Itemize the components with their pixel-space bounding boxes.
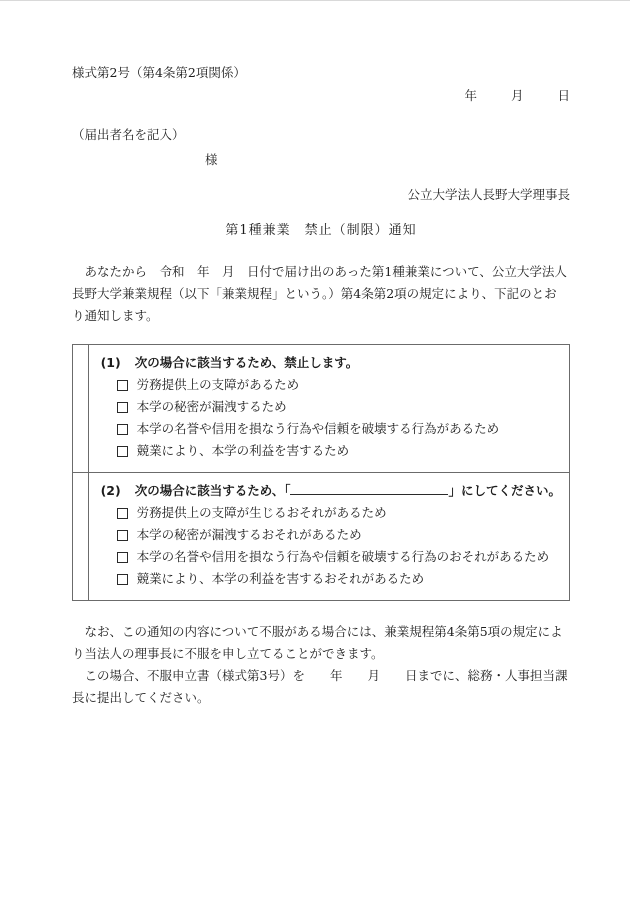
mark-cell: [73, 473, 89, 601]
addressee-note: （届出者名を記入）: [72, 127, 185, 142]
closing-line: 長に提出してください。: [72, 690, 210, 705]
section-2-cell: [88, 473, 569, 601]
closing-line: り当法人の理事長に不服を申し立てることができます。: [72, 646, 384, 661]
date-day-label: 日: [557, 88, 570, 103]
checkbox-icon[interactable]: [117, 402, 128, 413]
section-1-number: (1): [100, 355, 121, 370]
date-year-label: 年: [464, 88, 477, 103]
notice-table: [72, 344, 570, 601]
checkbox-icon[interactable]: [117, 380, 128, 391]
check-item-label: 本学の名誉や信用を損なう行為や信頼を破壊する行為があるため: [136, 421, 500, 436]
closing-line: なお、この通知の内容について不服がある場合には、兼業規程第4条第5項の規定によ: [84, 624, 563, 639]
section-2-heading-suffix: 」にしてください。: [448, 483, 561, 498]
checkbox-icon[interactable]: [117, 574, 128, 585]
check-item-label: 本学の秘密が漏洩するため: [136, 399, 287, 414]
check-item-label: 本学の名誉や信用を損なう行為や信頼を破壊する行為のおそれがあるため: [136, 549, 550, 564]
check-item: [101, 440, 561, 462]
check-item-label: 本学の秘密が漏洩するおそれがあるため: [136, 527, 362, 542]
intro-line: り通知します。: [72, 308, 159, 323]
section-2-heading: [101, 480, 561, 502]
table-row-prohibition: [73, 345, 570, 473]
check-item: [101, 502, 561, 524]
intro-line: あなたから 令和 年 月 日付で届け出のあった第1種兼業について、公立大学法人: [84, 264, 567, 279]
section-1-heading: [101, 352, 561, 374]
intro-paragraph: [72, 261, 570, 327]
check-item: [101, 546, 561, 568]
check-item-label: 競業により、本学の利益を害するため: [136, 443, 350, 458]
restriction-blank-field[interactable]: [290, 482, 448, 495]
checkbox-icon[interactable]: [117, 424, 128, 435]
check-item: [101, 524, 561, 546]
check-item: [101, 418, 561, 440]
section-2-number: (2): [100, 483, 121, 498]
check-item-label: 労務提供上の支障があるため: [136, 377, 300, 392]
form-number: 様式第2号（第4条第2項関係）: [72, 65, 246, 80]
addressee-honorific: 様: [205, 152, 218, 167]
section-2-heading-prefix: 次の場合に該当するため、「: [134, 483, 291, 498]
document-body: [0, 1, 630, 904]
date-line: [72, 86, 570, 105]
closing-line: この場合、不服申立書（様式第3号）を 年 月 日までに、総務・人事担当課: [84, 668, 568, 683]
checkbox-icon[interactable]: [117, 446, 128, 457]
check-item: [101, 568, 561, 590]
section-1-cell: [88, 345, 569, 473]
check-item: [101, 374, 561, 396]
intro-line: 長野大学兼業規程（以下「兼業規程」という。）第4条第2項の規定により、下記のとお: [72, 286, 557, 301]
mark-cell: [73, 345, 89, 473]
table-row-restriction: [73, 473, 570, 601]
document-title: 第1種兼業 禁止（制限）通知: [225, 223, 417, 238]
closing-paragraph: [72, 621, 570, 709]
checkbox-icon[interactable]: [117, 552, 128, 563]
date-month-label: 月: [510, 88, 524, 103]
checkbox-icon[interactable]: [117, 530, 128, 541]
check-item-label: 競業により、本学の利益を害するおそれがあるため: [136, 571, 425, 586]
check-item: [101, 396, 561, 418]
checkbox-icon[interactable]: [117, 508, 128, 519]
check-item-label: 労務提供上の支障が生じるおそれがあるため: [136, 505, 387, 520]
section-1-heading-text: 次の場合に該当するため、禁止します。: [134, 355, 359, 370]
issuer-name: 公立大学法人長野大学理事長: [407, 187, 570, 202]
